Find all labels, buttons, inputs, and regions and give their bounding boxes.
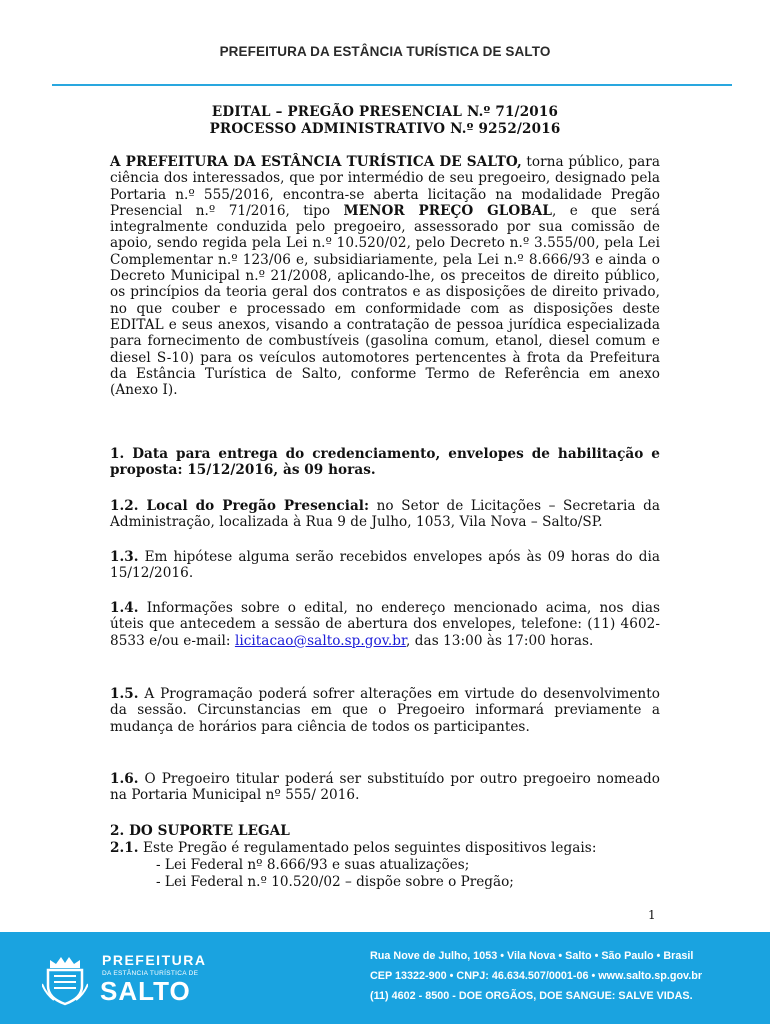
section-1-3-text: Em hipótese alguma serão recebidos envelopes após às 09 horas do dia 15/12/2016. (110, 549, 660, 582)
section-2-1-text: Este Pregão é regulamentado pelos seguintes dispositivos legais: (138, 840, 597, 856)
intro-bold-mid: MENOR PREÇO GLOBAL (343, 202, 552, 219)
list-item: - Lei Federal n.º 10.520/02 – dispõe sobre o Pregão; (156, 874, 514, 890)
logo-salto: SALTO (100, 976, 191, 1006)
intro-paragraph (110, 154, 660, 398)
document-title: EDITAL – PREGÃO PRESENCIAL N.º 71/2016 (211, 104, 559, 120)
section-2-title: 2. DO SUPORTE LEGAL (110, 823, 290, 839)
city-crest-icon (42, 954, 88, 1006)
section-1-5-text: A Programação poderá sofrer alterações em virtude do desenvolvimento da sessão. Circunstancias em que o Pregoeiro informará previamente a mudança de horários para ciência de todos os participantes. (110, 686, 660, 735)
section-1-6 (110, 771, 660, 804)
logo-subtitle: DA ESTÂNCIA TURÍSTICA DE (102, 970, 199, 977)
section-1-3-label: 1.3. (110, 549, 139, 565)
header-divider (52, 84, 732, 86)
section-1-4 (110, 600, 660, 649)
intro-text-a: torna público, para ciência dos interessados, que por intermédio de seu pregoeiro, designado pela Portaria n.º 555/2016, encontra-se aberta licitação na modalidade Pregão Presencial n.º 71/2016, tipo (110, 154, 660, 219)
section-1-6-label: 1.6. (110, 771, 139, 787)
footer-cep-cnpj: CEP 13322-900 • CNPJ: 46.634.507/0001-06 • www.salto.sp.gov.br (370, 970, 703, 982)
section-1-5 (110, 686, 660, 735)
header-title: PREFEITURA DA ESTÂNCIA TURÍSTICA DE SALTO (219, 44, 551, 59)
process-number: PROCESSO ADMINISTRATIVO N.º 9252/2016 (209, 121, 561, 137)
logo-prefeitura: PREFEITURA (102, 952, 207, 968)
email-link[interactable]: licitacao@salto.sp.gov.br (234, 632, 407, 649)
intro-bold-start: A PREFEITURA DA ESTÂNCIA TURÍSTICA DE SALTO, (110, 154, 522, 170)
footer-banner (0, 932, 770, 1024)
section-1-2-text: no Setor de Licitações – Secretaria da Administração, localizada à Rua 9 de Julho, 1053, Vila Nova – Salto/SP. (110, 498, 660, 531)
section-2-1-label: 2.1. (110, 840, 139, 856)
footer-address: Rua Nove de Julho, 1053 • Vila Nova • Salto • São Paulo • Brasil (370, 950, 694, 962)
section-1-2 (110, 498, 660, 531)
list-item: - Lei Federal nº 8.666/93 e suas atualizações; (156, 857, 470, 873)
section-1-2-label: 1.2. Local do Pregão Presencial: (110, 498, 370, 514)
section-1-4-label: 1.4. (110, 600, 139, 616)
footer-phone: (11) 4602 - 8500 - DOE ORGÃOS, DOE SANGUE: SALVE VIDAS. (370, 990, 693, 1002)
section-1-3 (110, 549, 660, 582)
section-1 (110, 446, 660, 479)
section-1-4-text-b: , das 13:00 às 17:00 horas. (406, 632, 594, 649)
page-number: 1 (648, 908, 656, 922)
section-1-heading: 1. Data para entrega do credenciamento, envelopes de habilitação e proposta: 15/12/2016, às 09 horas. (110, 446, 660, 479)
section-1-5-label: 1.5. (110, 686, 139, 702)
section-2-1 (110, 840, 660, 856)
section-1-4-text-a: Informações sobre o edital, no endereço mencionado acima, nos dias úteis que antecedem a sessão de abertura dos envelopes, telefone: (11) 4602-8533 e/ou e-mail: (110, 600, 660, 649)
section-1-6-text: O Pregoeiro titular poderá ser substituído por outro pregoeiro nomeado na Portaria Municipal nº 555/ 2016. (110, 771, 660, 804)
intro-text-b: , e que será integralmente conduzida pelo pregoeiro, assessorado por sua comissão de apoio, sendo regida pela Lei n.º 10.520/02, pelo Decreto n.º 3.555/00, pela Lei Complementar n.º 123/06 e, subsidiariamente, pela Lei n.º 8.666/93 e ainda o Decreto Municipal n.º 21/2008, aplicando-lhe, os preceitos de direito público, os princípios da teoria geral dos contratos e as disposições de direito privado, no que couber e processado em conformidade com as disposições deste EDITAL e seus anexos, visando a contratação de pessoa jurídica especializada para fornecimento de combustíveis (gasolina comum, etanol, diesel comum e diesel S-10) para os veículos automotores pertencentes à frota da Prefeitura da Estância Turística de Salto, conforme Termo de Referência em anexo (Anexo I). (110, 202, 660, 399)
section-2-heading (110, 823, 660, 839)
